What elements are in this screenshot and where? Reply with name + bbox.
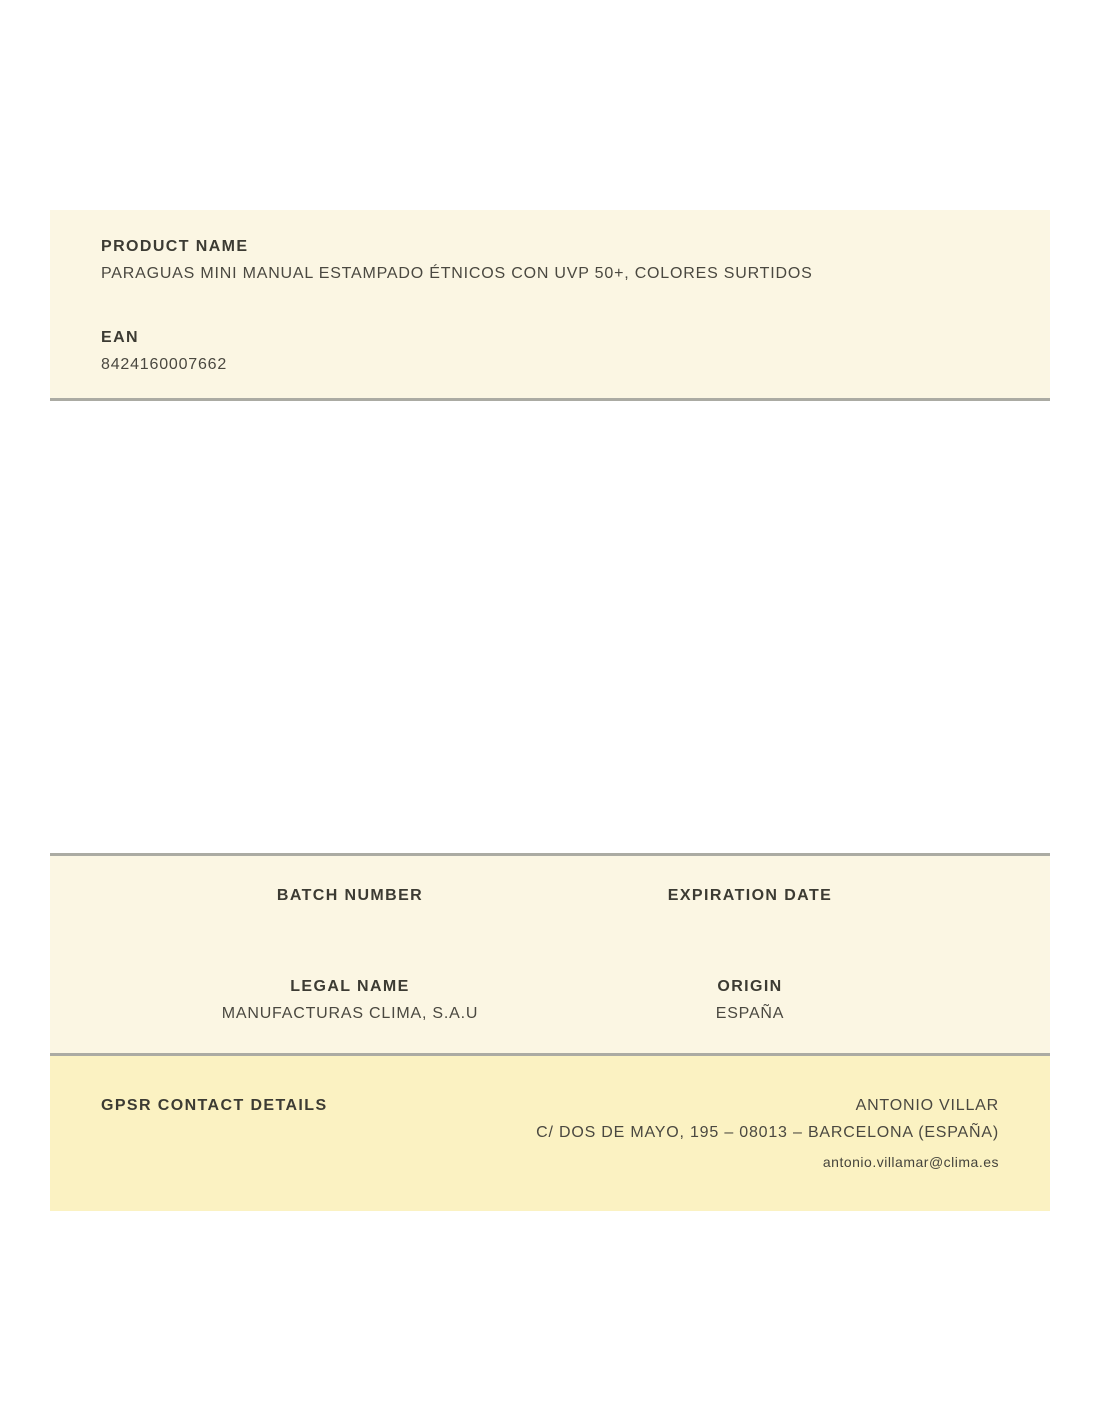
- origin-value: ESPAÑA: [715, 1005, 785, 1022]
- expiration-date-field: [550, 886, 950, 933]
- origin-label: ORIGIN: [717, 978, 783, 995]
- legal-name-field: [150, 977, 550, 1024]
- batch-number-value: [150, 913, 550, 933]
- legal-name-value: MANUFACTURAS CLIMA, S.A.U: [221, 1005, 479, 1022]
- product-name-field: [101, 237, 999, 284]
- origin-field: [550, 977, 950, 1024]
- product-name-value: PARAGUAS MINI MANUAL ESTAMPADO ÉTNICOS CON UVP 50+, COLORES SURTIDOS: [101, 265, 813, 282]
- ean-label: EAN: [101, 329, 139, 346]
- expiration-date-value: [550, 913, 950, 933]
- gpsr-contact-block: [536, 1096, 999, 1171]
- product-name-label: PRODUCT NAME: [101, 238, 249, 255]
- batch-number-field: [150, 886, 550, 933]
- details-section: [50, 853, 1050, 1056]
- ean-value: 8424160007662: [101, 356, 228, 373]
- expiration-date-label: EXPIRATION DATE: [667, 887, 833, 904]
- gpsr-section: [50, 1056, 1050, 1211]
- ean-field: [101, 328, 999, 375]
- gpsr-contact-email: antonio.villamar@clima.es: [822, 1154, 999, 1170]
- legal-name-label: LEGAL NAME: [290, 978, 410, 995]
- gpsr-contact-name: ANTONIO VILLAR: [855, 1097, 999, 1114]
- gpsr-contact-address: C/ DOS DE MAYO, 195 – 08013 – BARCELONA (ESPAÑA): [536, 1124, 999, 1141]
- details-row-batch-expiration: [150, 886, 950, 933]
- details-row-legal-origin: [150, 977, 950, 1024]
- gpsr-contact-details-label: GPSR CONTACT DETAILS: [101, 1097, 328, 1114]
- product-section: [50, 210, 1050, 401]
- batch-number-label: BATCH NUMBER: [276, 887, 424, 904]
